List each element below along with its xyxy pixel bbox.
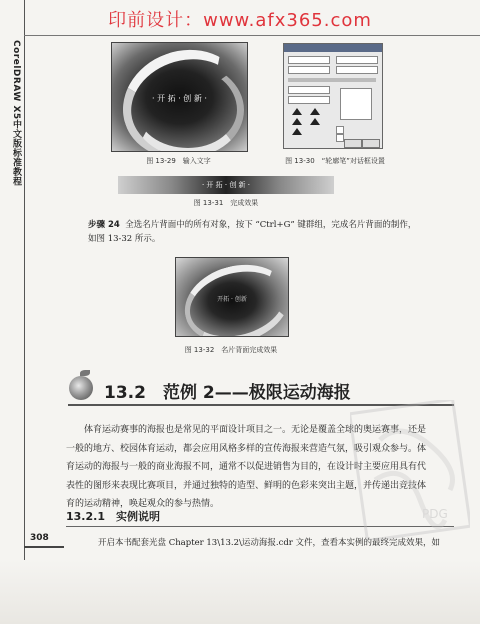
paragraph-line: 一般的地方、校园体育运动，都会应用风格多样的宣传海报来营造气氛，吸引观众参与。体 (66, 443, 427, 454)
swirl-arrow-shape (132, 63, 244, 152)
section-heading: 13.2 范例 2——极限运动海报 (104, 383, 351, 403)
figure-13-30-caption: 图 13-30 “轮廓笔”对话框设置 (285, 157, 385, 165)
page-bottom-shade (0, 560, 480, 624)
body-text-line: 开启本书配套光盘 Chapter 13\13.2\运动海报.cdr 文件，查看本实例的最终完成效果，如 (98, 538, 441, 548)
apple-icon (69, 376, 93, 400)
book-spine-title: CorelDRAW X5中文版标准教程 (11, 40, 21, 187)
paragraph-line: 体育运动赛事的海报也是常见的平面设计项目之一。无论是覆盖全球的奥运赛事，还是 (84, 425, 427, 435)
dialog-field (336, 56, 378, 64)
figure-13-32-caption: 图 13-32 名片背面完成效果 (184, 346, 278, 354)
checkbox-icon (336, 126, 344, 134)
watermark-url: 印前设计：www.afx365.com (108, 10, 372, 31)
dialog-field (288, 56, 330, 64)
cancel-button-icon (362, 139, 380, 148)
figure-art-text: · 开 拓 · 创 新 · (152, 94, 207, 103)
subsection-heading: 13.2.1 实例说明 (66, 510, 160, 523)
ok-button-icon (344, 139, 362, 148)
dialog-field (288, 96, 330, 104)
step-24-text (88, 218, 448, 246)
pdg-stamp-watermark (350, 400, 470, 540)
header-rule (24, 35, 480, 36)
dialog-field (288, 86, 330, 94)
left-margin-rule (24, 0, 25, 624)
dialog-separator (288, 78, 376, 82)
corner-style-icon (292, 108, 302, 115)
line-cap-icon (310, 118, 320, 125)
step-body: 全选名片背面中的所有对象，按下 “Ctrl+G” 键群组，完成名片背面的制作， (125, 220, 417, 230)
corner-style-icon (292, 118, 302, 125)
calligraphy-preview (340, 88, 372, 120)
page-number-rule (24, 546, 64, 548)
paragraph-line: 表性的图形来表现比赛项目，并通过独特的造型、鲜明的色彩来突出主题，并传递出竞技体 (66, 480, 427, 491)
dialog-titlebar (284, 44, 382, 52)
figure-13-32-image (175, 257, 289, 337)
step-body-cont: 如图 13-32 所示。 (88, 234, 161, 244)
figure-13-29-image (111, 42, 248, 152)
dialog-field (336, 66, 378, 74)
line-cap-icon (310, 108, 320, 115)
dialog-field (288, 66, 330, 74)
paragraph-line: 育运动的海报与一般的商业海报不同，通常不以促进销售为目的，在设计时主要应用具有代 (66, 462, 427, 472)
figure-art-text: 开拓 · 创新 (217, 296, 247, 303)
figure-13-29-caption: 图 13-29 输入文字 (146, 157, 211, 165)
page-number: 308 (30, 533, 49, 543)
figure-13-31-caption: 图 13-31 完成效果 (193, 199, 259, 207)
outline-pen-dialog-screenshot (283, 43, 383, 149)
figure-13-31-banner (118, 176, 334, 194)
apple-leaf-icon (80, 370, 90, 376)
stamp-label: PDG (422, 507, 448, 521)
banner-art-text: · 开 拓 · 创 新 · (201, 181, 251, 189)
step-label: 步骤 24 (88, 220, 120, 230)
checkbox-icon (336, 134, 344, 142)
corner-style-icon (292, 128, 302, 135)
paragraph-line: 育的运动精神，唤起观众的参与热情。 (66, 499, 220, 509)
